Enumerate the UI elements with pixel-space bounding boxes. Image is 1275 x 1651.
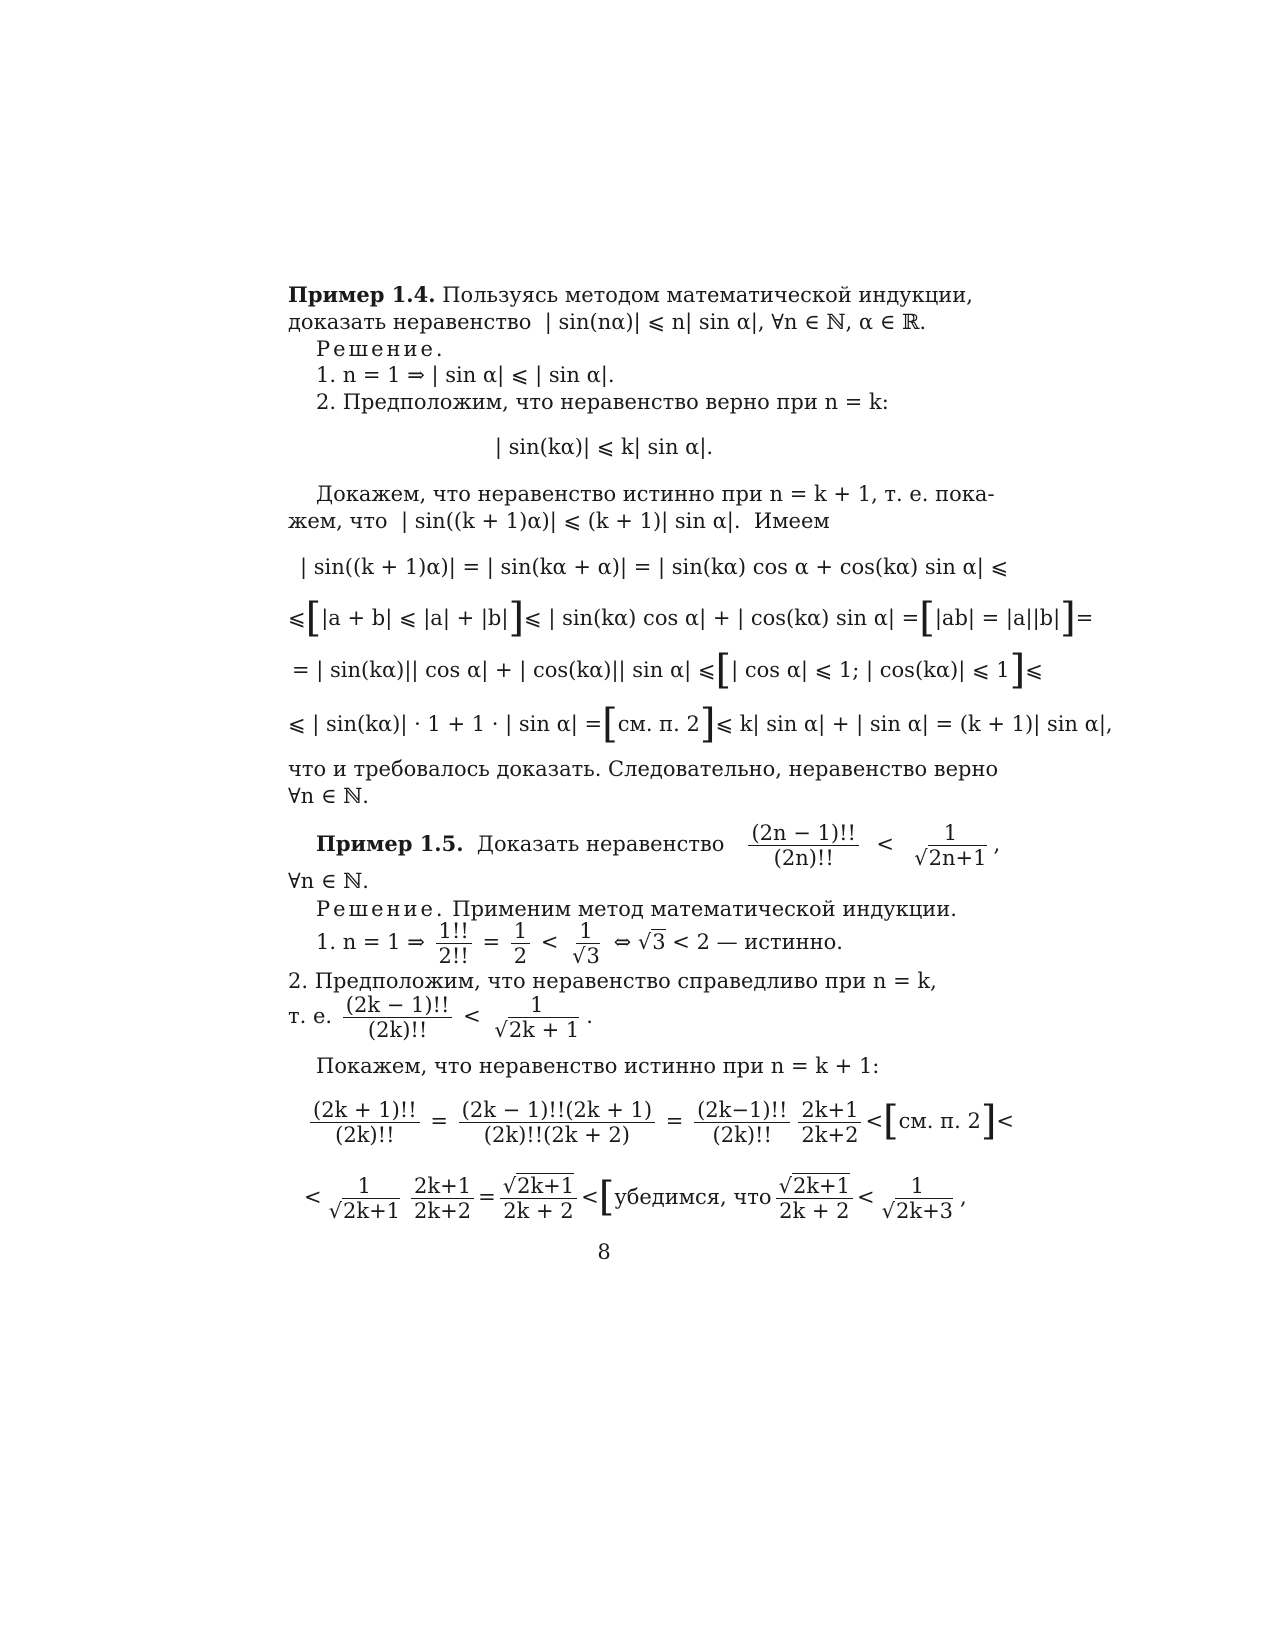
step-2-line-1: 2. Предположим, что неравенство справедливо при n = k, <box>288 969 937 993</box>
fraction: $\frac{1}{√2n+1}$ <box>914 821 987 870</box>
example-text: Пользуясь методом математической индукции, <box>442 283 973 307</box>
example-1-4-heading <box>288 281 973 309</box>
eq-lead: ⩽ <box>288 606 306 630</box>
eq-tail: ⩽ <box>1025 658 1043 682</box>
example-1-4-statement <box>288 308 926 336</box>
page-number: 8 <box>597 1240 611 1264</box>
proof-text: жем, что <box>288 509 388 533</box>
equation-line-2: ⩽[|a + b| ⩽ |a| + |b|]⩽ | sin(kα) cos α| + | cos(kα) sin α| =[|ab| = |a||b|]= <box>288 595 1094 641</box>
fraction: $\frac{1}{2}$ <box>511 919 530 968</box>
fraction: $\frac{2k+1}{2k+2}$ <box>411 1174 474 1223</box>
step-2: 2. Предположим, что неравенство верно при n = k: <box>316 390 889 414</box>
fraction: $\frac{(2k + 1)!!}{(2k)!!}$ <box>310 1098 420 1147</box>
statement-math: | sin(nα)| ⩽ n| sin α|, ∀n ∈ ℕ, α ∈ ℝ. <box>544 310 927 334</box>
conclusion-line-2: ∀n ∈ ℕ. <box>288 784 369 808</box>
fraction: $\frac{1}{√2k + 1}$ <box>494 993 580 1042</box>
equation-line-a: $\frac{(2k + 1)!!}{(2k)!!}$ = $\frac{(2k - 1)!!(2k + 1)}{(2k)!!(2k + 2)}$ = $\frac{(2k-1)!!}{(2k)!!}$ $\frac{2k+1}{2k+2}$ <[см. п. 2]< <box>306 1096 1014 1147</box>
eq-lead: ⩽ | sin(kα)| · 1 + 1 · | sin α| = <box>288 712 603 736</box>
solution-label: Решение. <box>316 897 446 921</box>
step-1: 1. n = 1 ⇒ | sin α| ⩽ | sin α|. <box>316 363 615 387</box>
bracket-note: |ab| = |a||b| <box>934 606 1061 630</box>
fraction: $\frac{(2k - 1)!!}{(2k)!!}$ <box>343 993 453 1042</box>
show-line: Покажем, что неравенство истинно при n = k + 1: <box>316 1054 880 1078</box>
bracket-note: |a + b| ⩽ |a| + |b| <box>321 606 509 630</box>
forall-line: ∀n ∈ ℕ. <box>288 869 369 893</box>
bracket-note: см. п. 2 <box>617 712 700 736</box>
bracket-note: см. п. 2 <box>898 1109 981 1133</box>
conclusion-line-1: что и требовалось доказать. Следовательно, неравенство верно <box>288 757 999 781</box>
example-label: Пример 1.5. <box>316 831 464 856</box>
fraction: $\frac{1}{√2k+3}$ <box>881 1174 954 1223</box>
proof-math: | sin((k + 1)α)| ⩽ (k + 1)| sin α|. <box>400 509 741 533</box>
proof-line-1: Докажем, что неравенство истинно при n = k + 1, т. е. пока- <box>316 482 995 506</box>
eq-tail: ⩽ k| sin α| + | sin α| = (k + 1)| sin α|, <box>715 712 1113 736</box>
example-label: Пример 1.4. <box>288 282 436 307</box>
fraction: $\frac{1!!}{2!!}$ <box>436 919 472 968</box>
fraction: $\frac{1}{√2k+1}$ <box>328 1174 401 1223</box>
proof-text-end: Имеем <box>753 509 830 533</box>
example-text: Доказать неравенство <box>476 832 725 856</box>
display-inequality: | sin(kα)| ⩽ k| sin α|. <box>494 435 714 459</box>
equation-line-4: ⩽ | sin(kα)| · 1 + 1 · | sin α| =[см. п. 2]⩽ k| sin α| + | sin α| = (k + 1)| sin α|, <box>288 701 1113 747</box>
equation-line-1: | sin((k + 1)α)| = | sin(kα + α)| = | sin(kα) cos α + cos(kα) sin α| ⩽ <box>300 555 1009 579</box>
fraction: $\frac{(2n - 1)!!}{(2n)!!}$ <box>748 821 858 870</box>
equation-line-3: = | sin(kα)|| cos α| + | cos(kα)|| sin α| ⩽[| cos α| ⩽ 1; | cos(kα)| ⩽ 1]⩽ <box>292 647 1043 693</box>
fraction: $\frac{2k+1}{2k+2}$ <box>798 1098 861 1147</box>
eq-mid: ⩽ | sin(kα) cos α| + | cos(kα) sin α| = <box>524 606 920 630</box>
equation-line-b: < $\frac{1}{√2k+1}$ $\frac{2k+1}{2k+2}$ = $\frac{√2k+1}{2k + 2}$ <[убедимся, что $\frac{√2k+1}{2k + 2}$ < $\frac{1}{√2k+3}$ , <box>304 1174 967 1223</box>
solution-label: Решение. <box>316 337 446 361</box>
fraction: $\frac{√2k+1}{2k + 2}$ <box>776 1174 853 1223</box>
fraction: $\frac{(2k-1)!!}{(2k)!!}$ <box>694 1098 790 1147</box>
eq-tail: = <box>1075 606 1094 630</box>
step-1: 1. n = 1 ⇒ $\frac{1!!}{2!!}$ = $\frac{1}{2}$ < $\frac{1}{√3}$ ⇔ √3 < 2 — истинно. <box>316 919 843 968</box>
eq-lead: = | sin(kα)|| cos α| + | cos(kα)|| sin α| ⩽ <box>292 658 716 682</box>
less-than: < <box>876 832 894 856</box>
fraction: $\frac{√2k+1}{2k + 2}$ <box>500 1174 577 1223</box>
statement-text: доказать неравенство <box>288 310 532 334</box>
bracket-note: убедимся, что <box>614 1185 772 1209</box>
solution-text: Применим метод математической индукции. <box>452 897 957 921</box>
fraction: $\frac{1}{√3}$ <box>572 919 600 968</box>
proof-line-2 <box>288 507 830 535</box>
bracket-note: | cos α| ⩽ 1; | cos(kα)| ⩽ 1 <box>731 658 1010 682</box>
fraction: $\frac{(2k - 1)!!(2k + 1)}{(2k)!!(2k + 2)}$ <box>459 1098 655 1147</box>
step-2-line-2: т. е. $\frac{(2k - 1)!!}{(2k)!!}$ < $\frac{1}{√2k + 1}$ . <box>288 993 593 1042</box>
example-1-5-heading: Пример 1.5. Доказать неравенство $\frac{(2n - 1)!!}{(2n)!!}$ < $\frac{1}{√2n+1}$ , <box>316 821 1001 870</box>
